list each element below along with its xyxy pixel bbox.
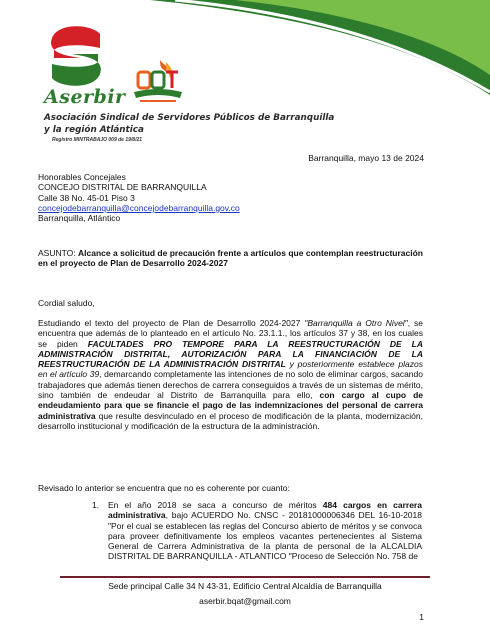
recipient-city: Barranquilla, Atlántico xyxy=(38,213,121,224)
footer-address: Sede principal Calle 34 N 43-31, Edificio Central Alcaldía de Barranquilla xyxy=(108,581,382,591)
recipient-institution: CONCEJO DISTRITAL DE BARRANQUILLA xyxy=(38,182,207,193)
cgt-logo-icon xyxy=(130,58,186,106)
subject-text: Alcance a solicitud de precaución frente a artículos que contemplan reestructuración en el proyecto de Plan de Desarrollo 2024-2027 xyxy=(38,248,423,269)
page-number: 1 xyxy=(419,612,424,622)
footer-divider xyxy=(60,576,430,578)
footer-email: aserbir.bqat@gmail.com xyxy=(199,596,291,606)
organization-name-line-1: Asociación Sindical de Servidores Públicos de Barranquilla xyxy=(44,113,335,123)
organization-name-line-2: y la región Atlántica xyxy=(44,125,144,135)
aserbir-s-logo-icon xyxy=(40,20,112,92)
registration-number: Registro MINTRABAJO 009 de 19/8/21 xyxy=(52,137,143,143)
recipient-block xyxy=(38,172,240,223)
recipient-address: Calle 38 No. 45-01 Piso 3 xyxy=(38,192,135,203)
list-item: En el año 2018 se saca a concurso de méritos 484 cargos en carrera administrativa, bajo ACUERDO No. CNSC - 20181000006346 DEL 16-10-2018 "Por el cual se establecen las reglas del Concurso abierto de méritos y se convoca para proveer definitivamente los empleos vacantes pertenecientes al Sistema General de Carrera Administrativa de la planta de personal de la ALCALDIA DISTRITAL DE BARRANQUILLA - ATLANTICO "Proceso de Selección No. 758 de xyxy=(108,500,422,562)
review-statement: Revisado lo anterior se encuentra que no es coherente por cuanto: xyxy=(38,483,290,493)
subject-line xyxy=(38,248,423,269)
subject-label: ASUNTO: xyxy=(38,248,76,258)
list-item-number: 1. xyxy=(92,500,100,510)
aserbir-logo-text: Aserbir xyxy=(44,86,126,108)
letter-date: Barranquilla, mayo 13 de 2024 xyxy=(308,153,424,163)
body-paragraph: Estudiando el texto del proyecto de Plan de Desarrollo 2024-2027 "Barranquilla a Otro Nivel", se encuentra que además de lo planteado en el artículo No. 23.1.1., los artículos 37 y 38, en los cuales se piden FACULTADES PRO TEMPORE PARA LA REESTRUCTURACIÓN DE LA ADMINISTRACIÓN DISTRITAL, AUTORIZACIÓN PARA LA FINANCIACIÓN DE LA REESTRUCTURACIÓN DE LA ADMINISTRACIÓN DISTRITAL y posteriormente establece plazos en el artículo 39, demarcando completamente las intenciones de no solo de eliminar cargos, sacando trabajadores que además tienen derechos de carrera conseguidos a través de un sistemas de mérito, sino también de endeudar al Distrito de Barranquilla para ello, con cargo al cupo de endeudamiento para que se financie el pago de las indemnizaciones del personal de carrera administrativa que resulte desvinculado en el proceso de modificación de la planta, modernización, desarrollo institucional y modificación de la estructura de la administración. xyxy=(38,318,424,431)
recipient-title: Honorables Concejales xyxy=(38,172,126,182)
greeting: Cordial saludo, xyxy=(38,298,95,308)
recipient-email-link[interactable]: concejodebarranquilla@concejodebarranquilla.gov.co xyxy=(38,202,240,213)
